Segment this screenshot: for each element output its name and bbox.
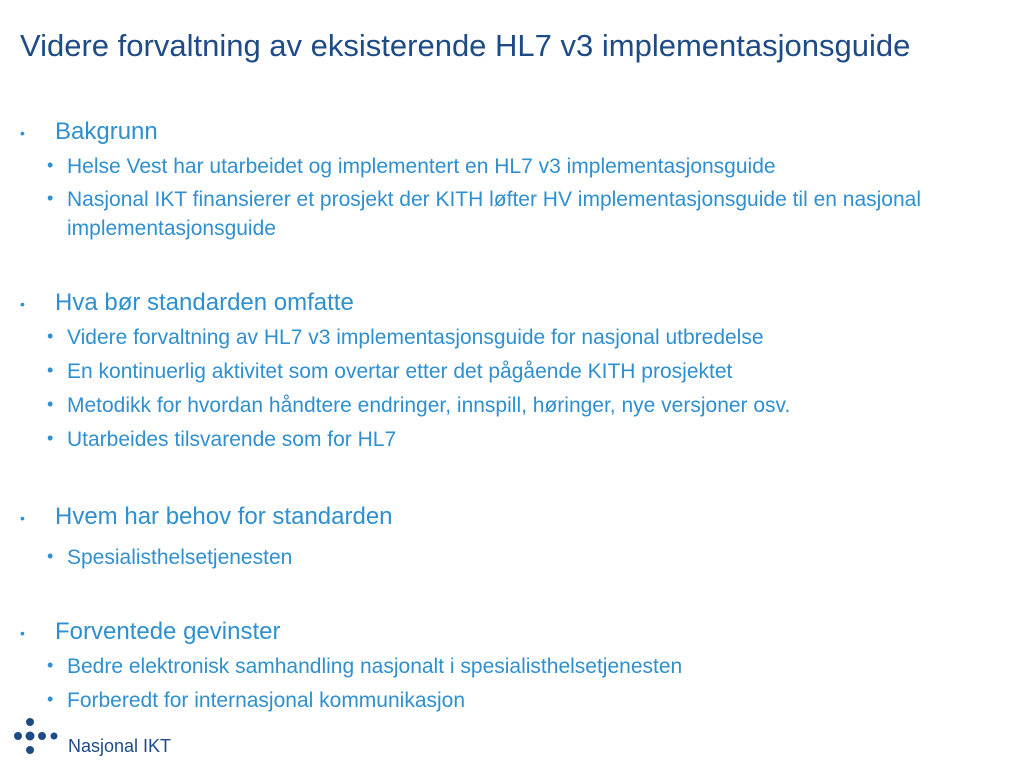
list-item: Metodikk for hvordan håndtere endringer, innspill, høringer, nye versjoner osv. <box>67 394 791 417</box>
bullet-dot: • <box>47 655 54 675</box>
logo-dots-icon <box>8 712 64 762</box>
list-item: Forberedt for internasjonal kommunikasjon <box>67 689 466 712</box>
list-item: En kontinuerlig aktivitet som overtar etter det pågående KITH prosjektet <box>67 360 733 383</box>
list-item: Spesialisthelsetjenesten <box>67 546 293 569</box>
slide-title: Videre forvaltning av eksisterende HL7 v3 implementasjonsguide <box>20 28 911 63</box>
section-heading-gevinster: Forventede gevinster <box>55 618 281 645</box>
section-heading-behov: Hvem har behov for standarden <box>55 503 393 530</box>
bullet-dot: • <box>20 296 25 312</box>
bullet-dot: • <box>47 155 54 175</box>
bullet-dot: • <box>47 546 54 566</box>
list-item: Videre forvaltning av HL7 v3 implementasjonsguide for nasjonal utbredelse <box>67 326 764 349</box>
bullet-dot: • <box>47 428 54 448</box>
list-item: Utarbeides tilsvarende som for HL7 <box>67 428 397 451</box>
bullet-dot: • <box>20 625 25 641</box>
logo-text: Nasjonal IKT <box>68 736 172 756</box>
nasjonal-ikt-logo <box>8 712 208 762</box>
bullet-dot: • <box>47 689 54 709</box>
bullet-dot: • <box>47 326 54 346</box>
bullet-dot: • <box>47 394 54 414</box>
list-item: Helse Vest har utarbeidet og implementert en HL7 v3 implementasjonsguide <box>67 155 776 178</box>
bullet-dot: • <box>20 510 25 526</box>
list-item: Nasjonal IKT finansierer et prosjekt der KITH løfter HV implementasjonsguide til en nasjonal implementasjonsguide <box>67 188 922 240</box>
section-heading-bakgrunn: Bakgrunn <box>55 118 158 145</box>
bullet-dot: • <box>20 125 25 141</box>
section-heading-omfatte: Hva bør standarden omfatte <box>55 289 354 316</box>
bullet-dot: • <box>47 360 54 380</box>
list-item: Bedre elektronisk samhandling nasjonalt i spesialisthelsetjenesten <box>67 655 683 678</box>
bullet-dot: • <box>47 188 54 208</box>
